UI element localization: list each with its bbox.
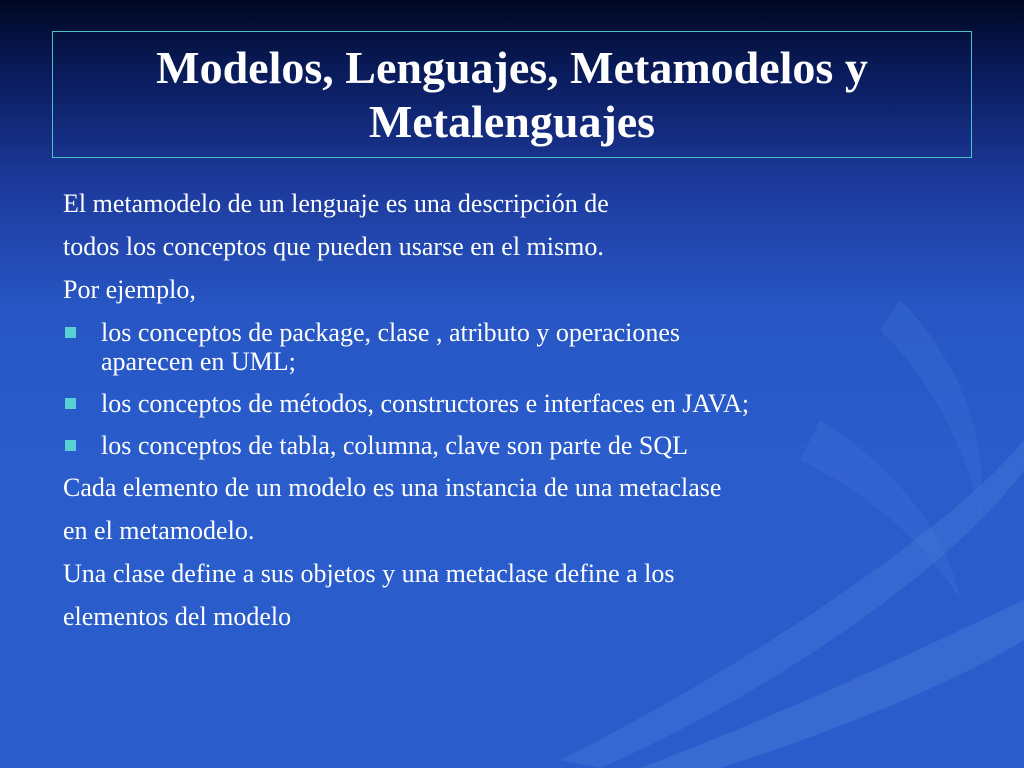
intro-line-3: Por ejemplo, xyxy=(63,275,196,304)
closing-line-3: Una clase define a sus objetos y una metaclase define a los xyxy=(63,559,675,588)
title-line-2: Metalenguajes xyxy=(368,95,656,147)
closing-line-1: Cada elemento de un modelo es una instancia de una metaclase xyxy=(63,473,722,502)
closing-line-2: en el metamodelo. xyxy=(63,516,255,545)
closing-line-4: elementos del modelo xyxy=(63,602,292,631)
title-line-1: Modelos, Lenguajes, Metamodelos y xyxy=(156,41,868,93)
square-bullet-icon xyxy=(65,398,76,409)
bullet-text: los conceptos de métodos, constructores e interfaces en JAVA; xyxy=(101,389,750,418)
intro-line-1: El metamodelo de un lenguaje es una descripción de xyxy=(63,189,609,218)
bullet-text: los conceptos de tabla, columna, clave son parte de SQL xyxy=(101,431,688,460)
square-bullet-icon xyxy=(65,327,76,338)
bullet-item-uml xyxy=(63,318,963,376)
intro-line-2: todos los conceptos que pueden usarse en el mismo. xyxy=(63,232,604,261)
bullet-item-java xyxy=(63,389,963,418)
slide-body xyxy=(63,189,963,645)
square-bullet-icon xyxy=(65,440,76,451)
bullet-item-sql xyxy=(63,431,963,460)
bullet-text: los conceptos de package, clase , atributo y operaciones xyxy=(101,318,680,347)
title-box xyxy=(52,31,972,158)
bullet-text-continued: aparecen en UML; xyxy=(101,347,296,376)
